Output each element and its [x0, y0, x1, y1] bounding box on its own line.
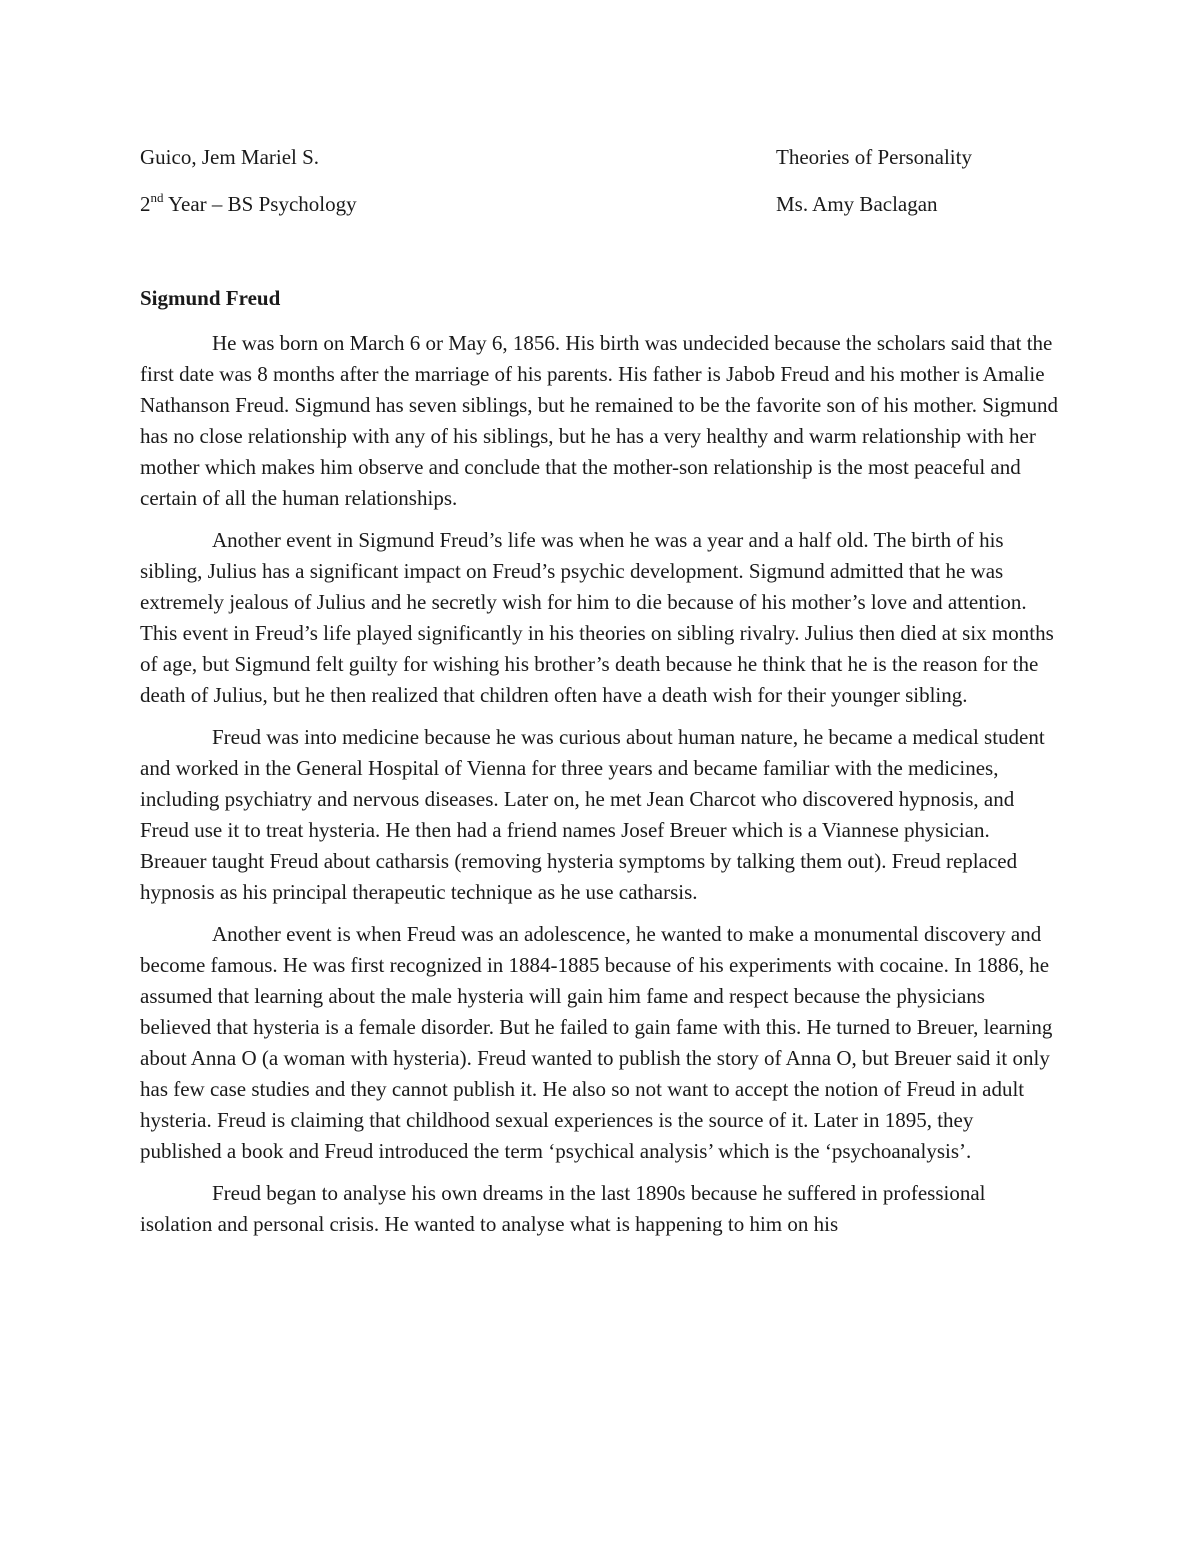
paragraph: Another event in Sigmund Freud’s life was when he was a year and a half old. The birth of his sibling, Julius has a significant impact on Freud’s psychic development. Sigmund admitted that he was extremely jealous of Julius and he secretly wish for him to die because of his mother’s love and attention. This event in Freud’s life played significantly in his theories on sibling rivalry. Julius then died at six months of age, but Sigmund felt guilty for wishing his brother’s death because he think that he is the reason for the death of Julius, but he then realized that children often have a death wish for their younger sibling. [140, 528, 1054, 707]
paragraph: Freud began to analyse his own dreams in the last 1890s because he suffered in professional isolation and personal crisis. He wanted to analyse what is happening to him on his [140, 1181, 986, 1236]
student-year [140, 190, 357, 218]
year-number: 2 [140, 192, 151, 216]
year-rest: Year – BS Psychology [163, 192, 357, 216]
document-body [140, 328, 1060, 1251]
paragraph: Freud was into medicine because he was curious about human nature, he became a medical student and worked in the General Hospital of Vienna for three years and became familiar with the medicines, including psychiatry and nervous diseases. Later on, he met Jean Charcot who discovered hypnosis, and Freud use it to treat hysteria. He then had a friend names Josef Breuer which is a Viannese physician. Breauer taught Freud about catharsis (removing hysteria symptoms by talking them out). Freud replaced hypnosis as his principal therapeutic technique as he use catharsis. [140, 725, 1045, 904]
paragraph: He was born on March 6 or May 6, 1856. His birth was undecided because the scholars said that the first date was 8 months after the marriage of his parents. His father is Jabob Freud and his mother is Amalie Nathanson Freud. Sigmund has seven siblings, but he remained to be the favorite son of his mother. Sigmund has no close relationship with any of his siblings, but he has a very healthy and warm relationship with her mother which makes him observe and conclude that the mother-son relationship is the most peaceful and certain of all the human relationships. [140, 331, 1059, 510]
course-name: Theories of Personality [776, 145, 972, 169]
student-name: Guico, Jem Mariel S. [140, 145, 320, 169]
paragraph: Another event is when Freud was an adolescence, he wanted to make a monumental discovery and become famous. He was first recognized in 1884-1885 because of his experiments with cocaine. In 1886, he assumed that learning about the male hysteria will gain him fame and respect because the physicians believed that hysteria is a female disorder. But he failed to gain fame with this. He turned to Breuer, learning about Anna O (a woman with hysteria). Freud wanted to publish the story of Anna O, but Breuer said it only has few case studies and they cannot publish it. He also so not want to accept the notion of Freud in adult hysteria. Freud is claiming that childhood sexual experiences is the source of it. Later in 1895, they published a book and Freud introduced the term ‘psychical analysis’ which is the ‘psychoanalysis’. [140, 922, 1053, 1163]
year-suffix: nd [150, 190, 164, 205]
document-title: Sigmund Freud [140, 286, 281, 310]
instructor-name: Ms. Amy Baclagan [776, 192, 938, 216]
